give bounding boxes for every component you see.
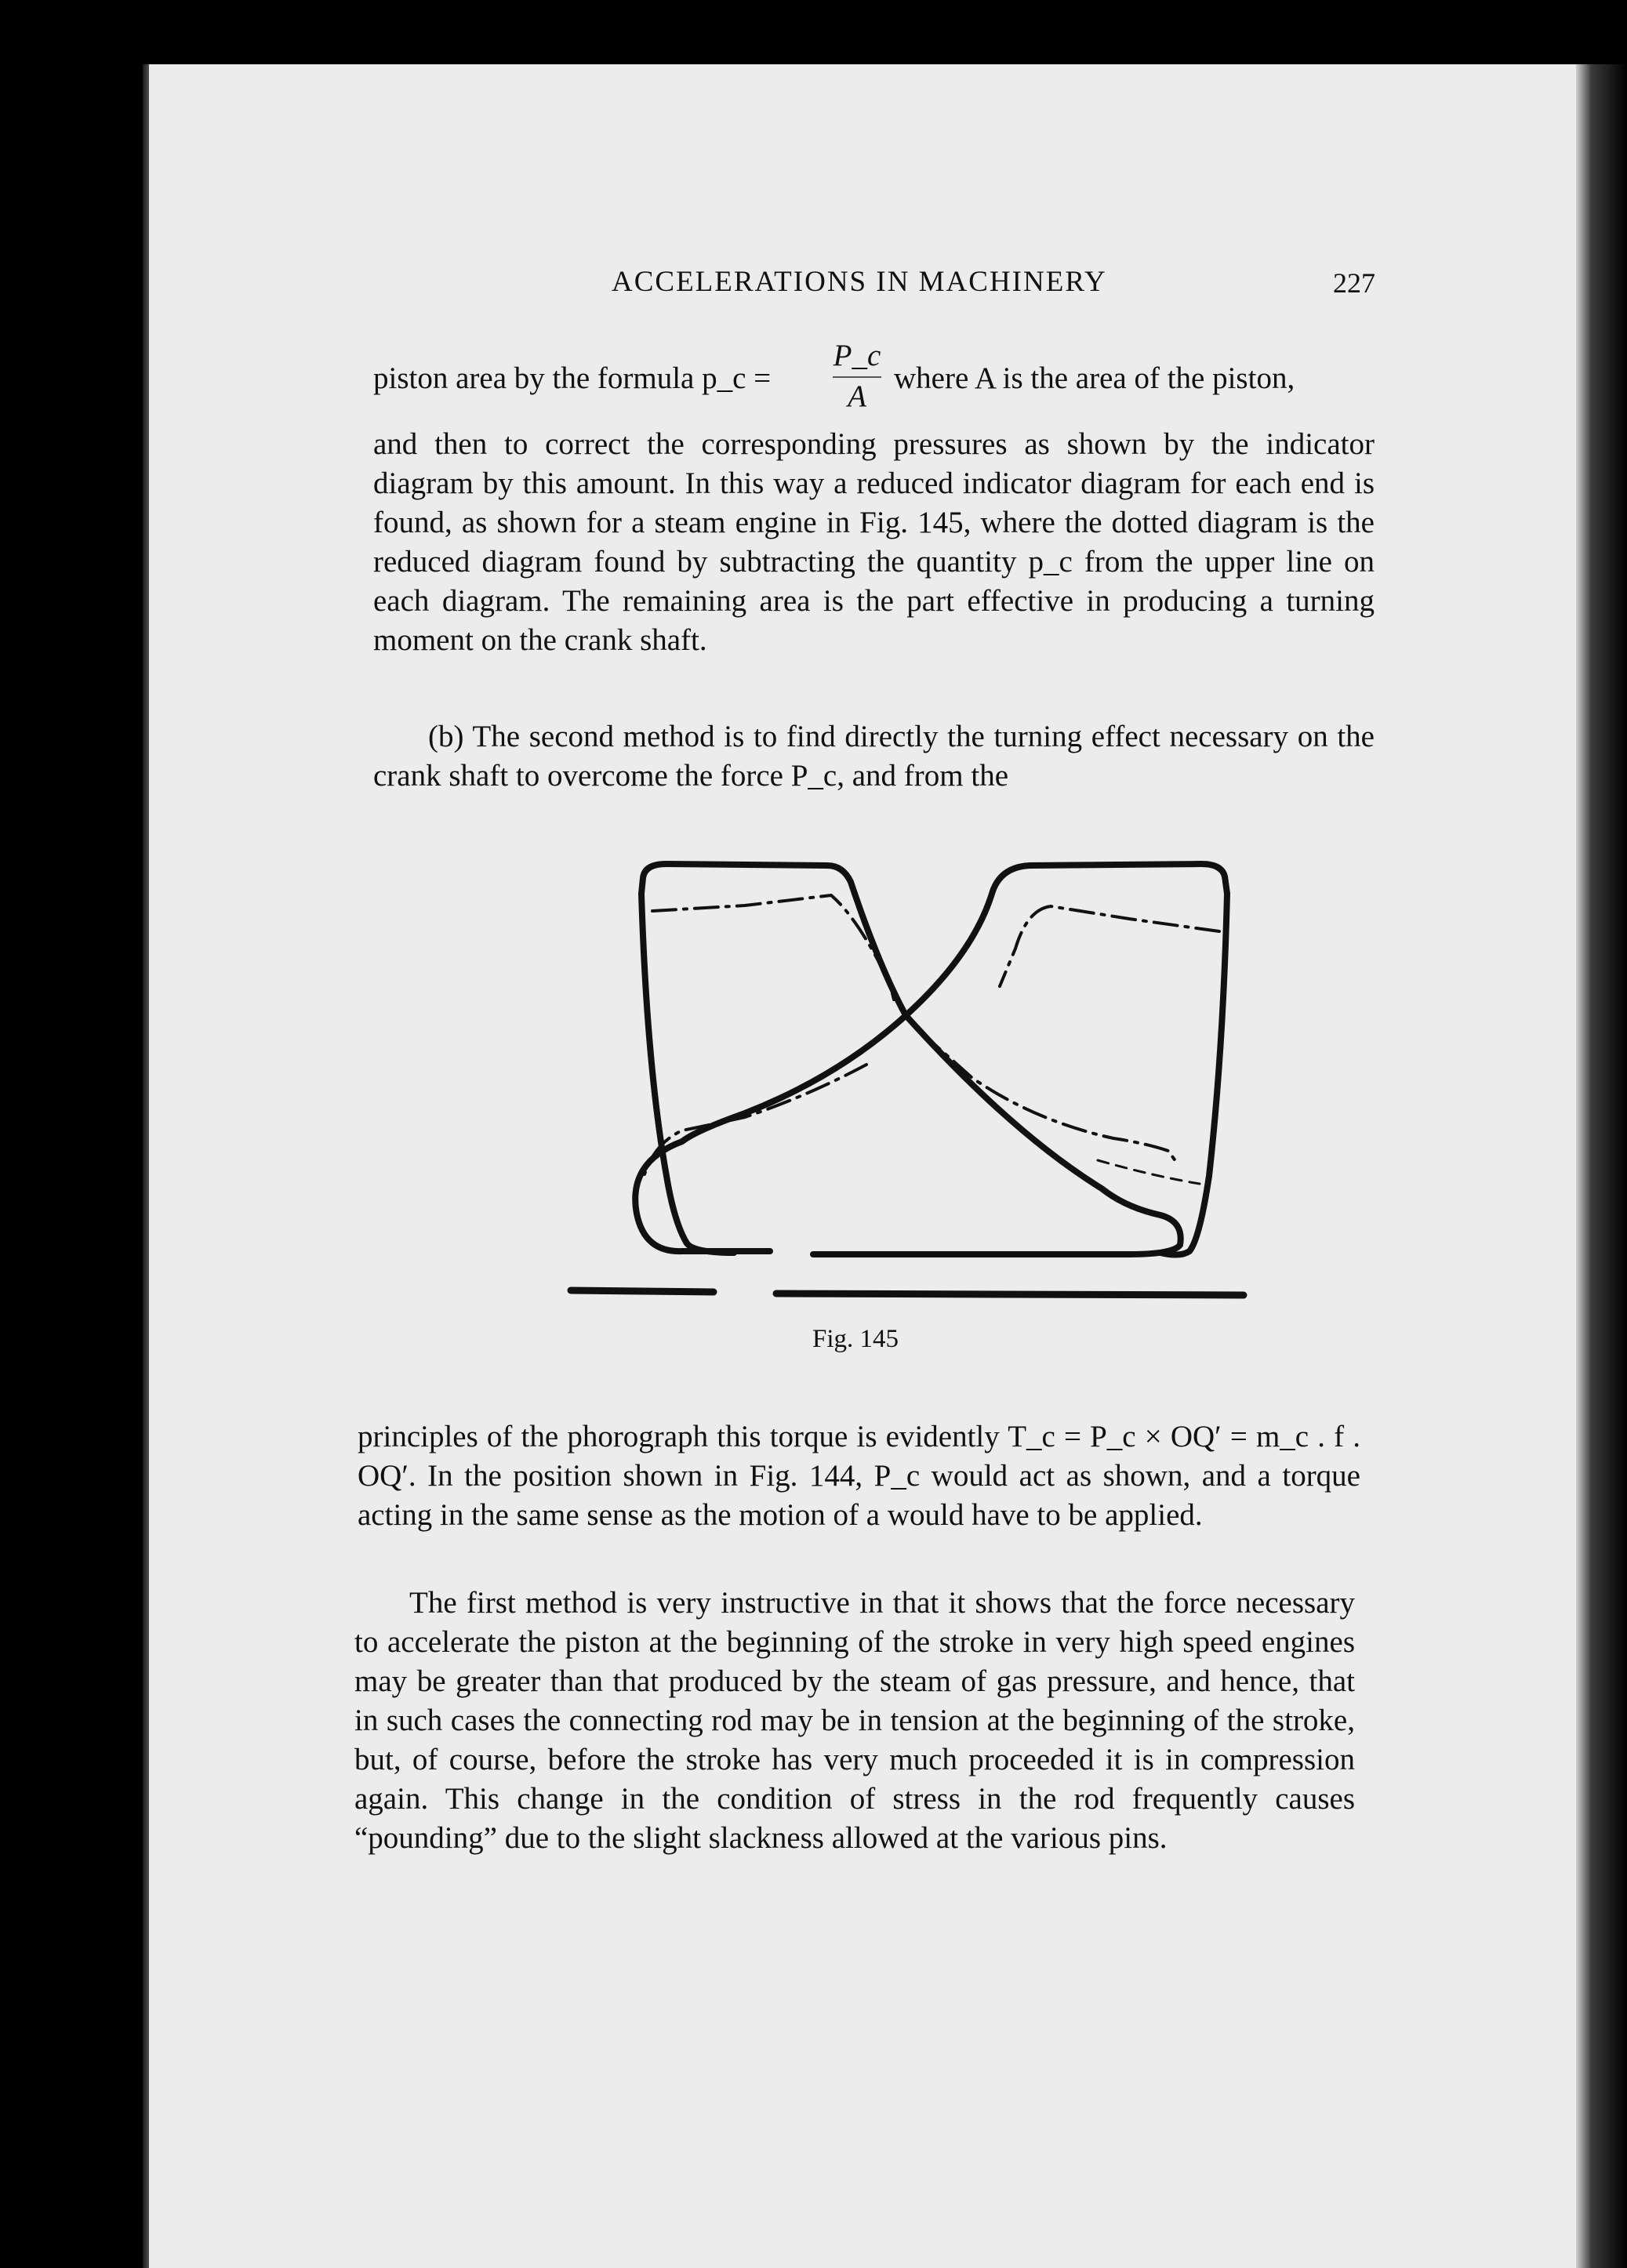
fraction-numerator: P_c xyxy=(833,339,881,372)
atmospheric-line-left xyxy=(571,1290,714,1292)
paragraph-text: and then to correct the corresponding pressures as shown by the indicator diagram by this amount. In this way a reduced indicator diagram for each end is found, as shown for a steam engine in Fig. 145, where the dotted diagram is the reduced diagram found by subtracting the quantity p_c from the upper line on each diagram. The remaining area is the part effective in producing a turning moment on the crank shaft. xyxy=(373,427,1375,657)
paragraph-reduced-diagram xyxy=(373,425,1375,660)
figure-145 xyxy=(549,847,1255,1333)
running-title: ACCELERATIONS IN MACHINERY xyxy=(612,266,1107,298)
head-end-diagram-outline xyxy=(641,864,1181,1254)
crank-end-diagram-right-edge xyxy=(1160,894,1227,1255)
formula-fraction xyxy=(828,337,886,414)
crank-end-reduced-dotted-line xyxy=(1000,906,1219,986)
head-end-reduced-lower-dotted-line xyxy=(922,1033,1176,1162)
paragraph-text: The first method is very instructive in that it shows that the force necessary to accelerate the piston at the beginning of the stroke in very high speed engines may be greater than that produced by the steam of gas pressure, and hence, that in such cases the connecting rod may be in tension at the beginning of the stroke, but, of course, before the stroke has very much proceeded it is in compression again. This change in the condition of stress in the rod frequently causes “pounding” due to the slight slackness allowed at the various pins. xyxy=(354,1586,1355,1855)
formula-tail-text: where A is the area of the piston, xyxy=(894,361,1295,395)
paragraph-phorograph xyxy=(358,1417,1360,1535)
figure-caption: Fig. 145 xyxy=(812,1325,899,1353)
paragraph-text: (b) The second method is to find directly the turning effect necessary on the crank shaft to overcome the force P_c, and from the xyxy=(373,720,1375,793)
indicator-diagram-figure xyxy=(549,847,1255,1333)
crank-end-diagram-outline xyxy=(635,864,1227,1251)
fraction-bar xyxy=(833,376,881,378)
crank-end-reduced-lower-dotted-line xyxy=(645,1065,866,1174)
formula-line xyxy=(373,337,1377,423)
formula-lead-text: piston area by the formula p_c = xyxy=(373,361,772,395)
paragraph-second-method xyxy=(373,717,1375,796)
page-number: 227 xyxy=(1333,267,1375,299)
crank-end-curve-tail-dotted xyxy=(1098,1160,1200,1184)
paragraph-first-method xyxy=(354,1584,1355,1858)
atmospheric-line-right xyxy=(776,1294,1244,1295)
fraction-denominator: A xyxy=(848,379,866,413)
head-end-diagram-left-edge xyxy=(641,894,734,1253)
paragraph-text: principles of the phorograph this torque is evidently T_c = P_c × OQ′ = m_c . f . OQ′. In the position shown in Fig. 144, P_c would act as shown, and a torque acting in the same sense as the motion of a would have to be applied. xyxy=(358,1420,1360,1532)
page-right-edge-shadow xyxy=(1576,64,1627,2268)
